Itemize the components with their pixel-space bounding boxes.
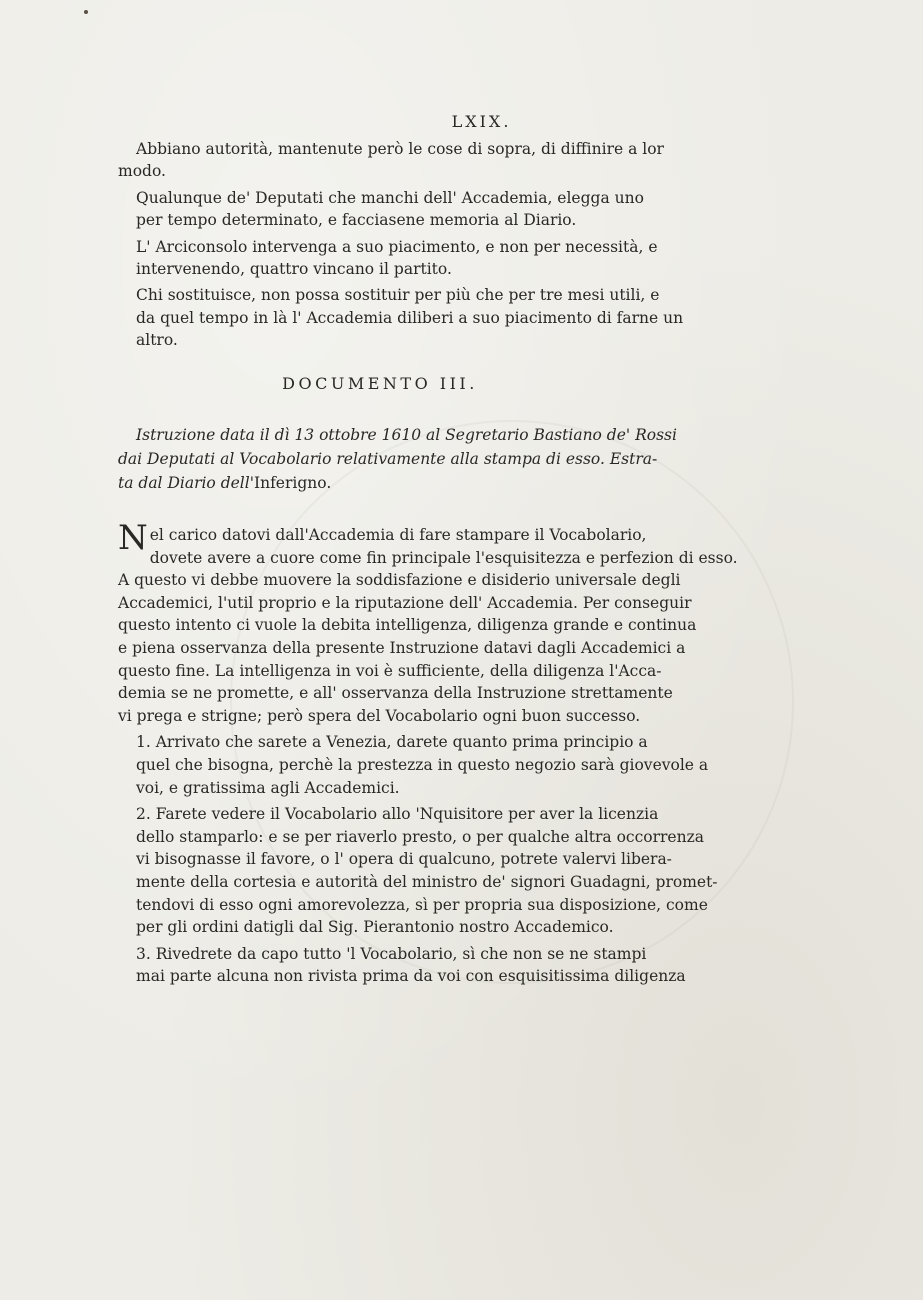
body-section bbox=[118, 518, 738, 988]
ink-speck bbox=[84, 10, 88, 14]
text-line: per tempo determinato, e facciasene memoria al Diario. bbox=[136, 211, 577, 230]
text-line: modo. bbox=[118, 162, 166, 181]
drop-cap: N bbox=[118, 518, 148, 558]
paragraph bbox=[118, 138, 664, 183]
numbered-paragraph bbox=[118, 943, 686, 988]
intro-name: Inferigno. bbox=[253, 474, 332, 492]
text-line: Chi sostituisce, non possa sostituir per più che per tre mesi utili, e bbox=[136, 286, 660, 305]
text-line: per gli ordini datigli dal Sig. Pierantonio nostro Accademico. bbox=[136, 918, 614, 937]
text-line: intervenendo, quattro vincano il partito. bbox=[136, 260, 452, 279]
text-line: 2. Farete vedere il Vocabolario allo 'Nquisitore per aver la licenzia bbox=[136, 805, 659, 824]
intro-text: 1610 al Segretario Bastiano de' Rossi bbox=[376, 426, 677, 444]
paragraph bbox=[118, 284, 684, 351]
text-line: mente della cortesia e autorità del ministro de' signori Guadagni, promet- bbox=[136, 872, 718, 891]
intro-line bbox=[118, 423, 677, 447]
text-line: dovete avere a cuore come fin principale l'esquisitezza e perfezion di esso. bbox=[149, 548, 738, 567]
text-line: A questo vi debbe muovere la soddisfazione e disiderio universale degli bbox=[118, 571, 681, 590]
intro-month: ottobre bbox=[319, 426, 377, 444]
text-line: tendovi di esso ogni amorevolezza, sì per propria sua disposizione, come bbox=[136, 895, 708, 914]
text-line: demia se ne promette, e all' osservanza della Instruzione strettamente bbox=[118, 684, 673, 703]
intro-text: Istruzione data il dì 13 bbox=[136, 426, 320, 444]
text-line: Qualunque de' Deputati che manchi dell' Accademia, elegga uno bbox=[136, 188, 644, 207]
intro-section bbox=[118, 423, 677, 495]
text-line: dello stamparlo: e se per riaverlo presto, o per qualche altra occorrenza bbox=[136, 827, 704, 846]
text-line: vi bisognasse il favore, o l' opera di qualcuno, potrete valervi libera- bbox=[136, 850, 672, 869]
numbered-paragraph bbox=[118, 803, 718, 939]
first-paragraph bbox=[118, 518, 738, 727]
text-line: 1. Arrivato che sarete a Venezia, darete quanto prima principio a bbox=[136, 733, 648, 752]
document-heading: DOCUMENTO III. bbox=[282, 374, 478, 393]
text-line: questo intento ci vuole la debita intelligenza, diligenza grande e continua bbox=[118, 616, 697, 635]
text-line: Abbiano autorità, mantenute però le cose di sopra, di diffinire a lor bbox=[136, 140, 664, 158]
page-folio: LXIX. bbox=[451, 112, 512, 131]
text-line: da quel tempo in là l' Accademia diliberi a suo piacimento di farne un bbox=[136, 308, 684, 327]
text-line: Accademici, l'util proprio e la riputazione dell' Accademia. Per conseguir bbox=[118, 593, 692, 612]
text-line: questo fine. La intelligenza in voi è sufficiente, della diligenza l'Acca- bbox=[118, 661, 662, 680]
top-section bbox=[118, 138, 684, 352]
paragraph bbox=[118, 187, 644, 232]
text-line: altro. bbox=[136, 331, 178, 350]
text-line: vi prega e strigne; però spera del Vocabolario ogni buon successo. bbox=[118, 706, 641, 725]
intro-line bbox=[118, 471, 636, 495]
text-line: voi, e gratissima agli Accademici. bbox=[136, 778, 400, 797]
text-line: quel che bisogna, perchè la prestezza in questo negozio sarà giovevole a bbox=[136, 755, 709, 774]
text-line: mai parte alcuna non rivista prima da voi con esquisitissima diligenza bbox=[136, 967, 686, 986]
intro-line: dai Deputati al Vocabolario relativamente alla stampa di esso. Estra- bbox=[118, 450, 658, 468]
text-line: 3. Rivedrete da capo tutto 'l Vocabolario, sì che non se ne stampi bbox=[136, 944, 647, 963]
text-line: e piena osservanza della presente Instruzione datavi dagli Accademici a bbox=[118, 638, 686, 657]
text-line: el carico datovi dall'Accademia di fare stampare il Vocabolario, bbox=[149, 526, 647, 544]
text-line: L' Arciconsolo intervenga a suo piacimento, e non per necessità, e bbox=[136, 237, 658, 256]
intro-text: ta dal Diario dell' bbox=[118, 474, 254, 492]
numbered-paragraph bbox=[118, 731, 709, 799]
paragraph bbox=[118, 236, 658, 281]
